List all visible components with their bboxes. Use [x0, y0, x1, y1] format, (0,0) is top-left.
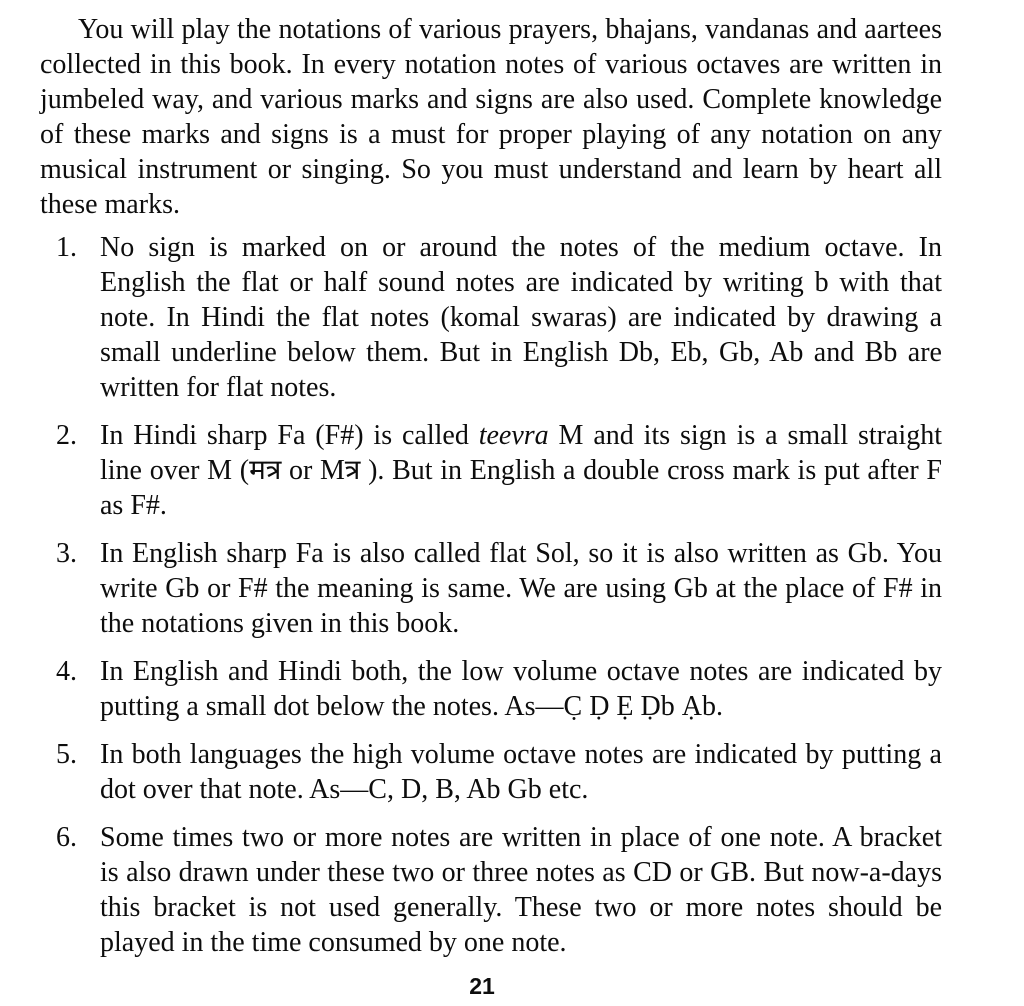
- list-item-3-number: 3.: [56, 538, 77, 569]
- list-item-4: [40, 654, 942, 724]
- list-item-5: [40, 737, 942, 807]
- list-item-6: [40, 820, 942, 960]
- list-item-5-text: In both languages the high volume octave notes are indicated by putting a dot over that note. As—C, D, B, Ab Gb etc.: [100, 739, 942, 805]
- list-item-2-italic-word: teevra: [478, 420, 549, 451]
- list-item-4-number: 4.: [56, 656, 77, 687]
- numbered-list: [40, 230, 942, 960]
- page-number: 21: [469, 973, 495, 999]
- list-item-6-number: 6.: [56, 822, 77, 853]
- list-item-2-text-pre: In Hindi sharp Fa (F#) is called: [100, 420, 479, 451]
- list-item-3-text: In English sharp Fa is also called flat Sol, so it is also written as Gb. You write Gb or F# the meaning is same. We are using Gb at the place of F# in the notations given in this book.: [100, 538, 942, 639]
- list-item-2-text-post: M and its sign is a small straight line over M (मत्र or Mत्र ). But in English a double cross mark is put after F as F#.: [100, 420, 942, 521]
- list-item-1: [40, 230, 942, 405]
- list-item-6-text: Some times two or more notes are written in place of one note. A bracket is also drawn under these two or three notes as CD or GB. But now-a-days this bracket is not used generally. These two or more notes should be played in the time consumed by one note.: [100, 822, 942, 958]
- list-item-3: [40, 536, 942, 641]
- intro-paragraph: You will play the notations of various prayers, bhajans, vandanas and aartees collected in this book. In every notation notes of various octaves are written in jumbeled way, and various marks and signs are also used. Complete knowledge of these marks and signs is a must for proper playing of any notation on any musical instrument or singing. So you must understand and learn by heart all these marks.: [40, 14, 942, 220]
- list-item-5-number: 5.: [56, 739, 77, 770]
- list-item-2-number: 2.: [56, 420, 77, 451]
- list-item-4-text: In English and Hindi both, the low volume octave notes are indicated by putting a small dot below the notes. As—C̣ Ḍ Ẹ Ḍb Ạb.: [100, 656, 942, 722]
- list-item-2: [40, 418, 942, 523]
- list-item-1-number: 1.: [56, 232, 77, 263]
- list-item-1-text: No sign is marked on or around the notes of the medium octave. In English the flat or half sound notes are indicated by writing b with that note. In Hindi the flat notes (komal swaras) are indicated by drawing a small underline below them. But in English Db, Eb, Gb, Ab and Bb are written for flat notes.: [100, 232, 942, 403]
- list-item-2-text: [100, 418, 942, 523]
